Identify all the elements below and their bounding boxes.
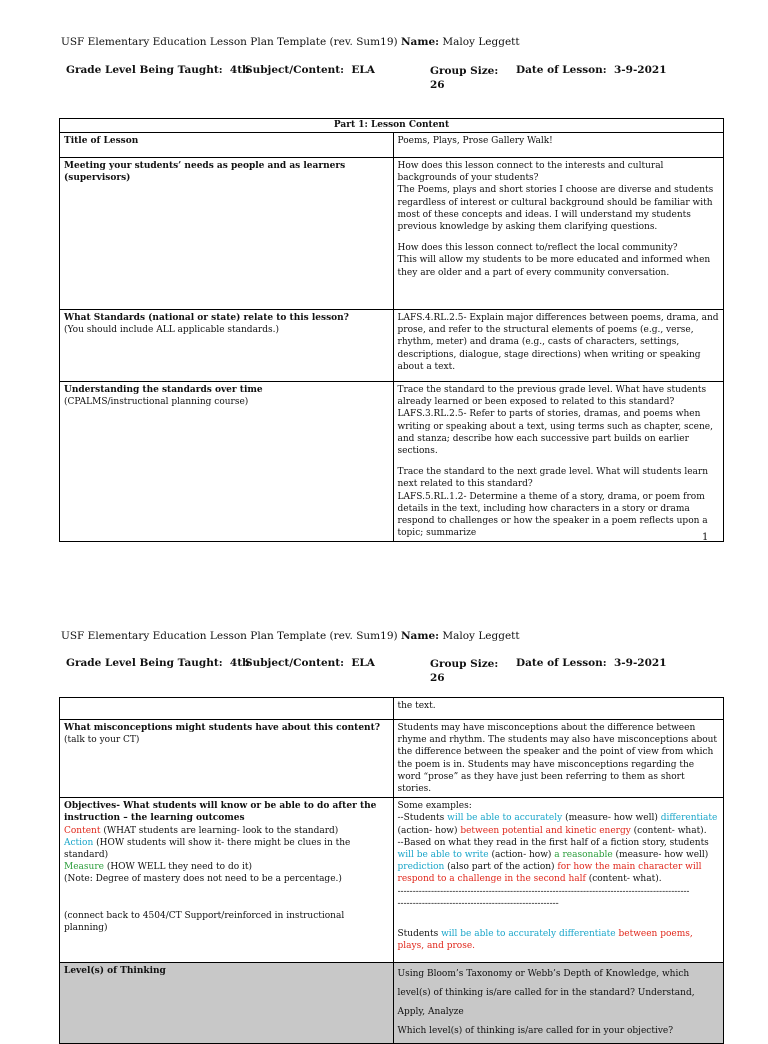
- examples-label: Some examples:: [397, 801, 472, 812]
- over-time-question-2: Trace the standard to the next grade level. What will students learn next related to this standard?: [397, 467, 708, 490]
- table-row: [60, 310, 724, 382]
- over-time-note: (CPALMS/instructional planning course): [64, 397, 249, 408]
- title-value: Poems, Plays, Prose Gallery Walk!: [393, 133, 723, 158]
- standards-label: [60, 310, 394, 382]
- over-time-answer-1: LAFS.3.RL.2.5- Refer to parts of stories, dramas, and poems when writing or speaking about a text, using terms such as chapter, scene, and stanza; describe how each successive part builds on earlier sections.: [397, 409, 713, 457]
- needs-response: [393, 158, 723, 310]
- grade-level: [66, 64, 250, 76]
- table-row: [60, 158, 724, 310]
- over-time-question: Understanding the standards over time: [64, 385, 263, 395]
- misconceptions-note: (talk to your CT): [64, 735, 140, 746]
- subject-label: Subject/Content:: [245, 64, 345, 76]
- standards-question: What Standards (national or state) relate to this lesson?: [64, 313, 349, 323]
- objectives-response: [393, 798, 723, 963]
- date-label: Date of Lesson:: [516, 657, 607, 669]
- final-objective: Students will be able to accurately differentiate between poems, plays, and prose.: [397, 929, 693, 952]
- content-keyword: Content: [64, 825, 101, 836]
- subject: [245, 657, 375, 669]
- group-size: [430, 657, 498, 685]
- group-label: Group Size:: [430, 65, 499, 77]
- over-time-answer-2: LAFS.5.RL.1.2- Determine a theme of a story, drama, or poem from details in the text, including how characters in a story or drama respond to challenges or how the speaker in a poem reflects upon a topic; summarize: [397, 491, 708, 539]
- action-keyword: Action: [64, 837, 94, 848]
- grade-level: [66, 657, 250, 669]
- name-label: Name:: [400, 36, 440, 48]
- page-number: 1: [702, 532, 709, 543]
- lesson-content-table: [59, 118, 724, 542]
- lesson-date: [516, 64, 667, 76]
- date-value: 3-9-2021: [613, 657, 667, 669]
- separator-line-2: -----------------------------------------------------: [397, 898, 559, 909]
- example-2: --Based on what they read in the first half of a fiction story, students will be able to write (action- how) a reasonable (measure- how well) prediction (also part of the action) for how the main character will respond to a challenge in the second half (content- what).: [397, 837, 709, 885]
- needs-answer-1: The Poems, plays and short stories I choose are diverse and students regardless of interest or cultural background should be familiar with most of these concepts and ideas. I will understand my students previous knowledge by asking them clarifying questions.: [397, 185, 714, 233]
- needs-question-2: How does this lesson connect to/reflect the local community?: [397, 243, 678, 254]
- grade-label: Grade Level Being Taught:: [66, 657, 223, 669]
- date-label: Date of Lesson:: [516, 64, 607, 76]
- group-label: Group Size:: [430, 658, 499, 670]
- connect-note: (connect back to 4504/CT Support/reinforced in instructional planning): [64, 910, 345, 933]
- name-value: Maloy Leggett: [442, 36, 520, 48]
- group-value: 26: [430, 79, 445, 91]
- name-label: Name:: [400, 630, 440, 642]
- continued-text: the text.: [393, 698, 723, 720]
- template-title: USF Elementary Education Lesson Plan Template (rev. Sum19): [61, 630, 398, 642]
- template-title: USF Elementary Education Lesson Plan Template (rev. Sum19): [61, 36, 398, 48]
- standards-response: LAFS.4.RL.2.5- Explain major differences between poems, drama, and prose, and refer to the structural elements of poems (e.g., verse, rhythm, meter) and drama (e.g., casts of characters, settings, descriptions, dialogue, stage directions) when writing or speaking about a text.: [393, 310, 723, 382]
- levels-question-2: Which level(s) of thinking is/are called for in your objective?: [397, 1026, 674, 1037]
- needs-question-1: How does this lesson connect to the interests and cultural backgrounds of your students?: [397, 161, 664, 184]
- table-row: [60, 133, 724, 158]
- page1-header-line: [61, 36, 520, 48]
- subject-value: ELA: [351, 657, 375, 669]
- levels-label: Level(s) of Thinking: [60, 963, 394, 1044]
- table-row: [60, 720, 724, 798]
- table-row: [60, 382, 724, 542]
- mastery-note: (Note: Degree of mastery does not need to be a percentage.): [64, 874, 342, 885]
- name-value: Maloy Leggett: [442, 630, 520, 642]
- subject-value: ELA: [351, 64, 375, 76]
- over-time-response: [393, 382, 723, 542]
- example-1: --Students will be able to accurately (measure- how well) differentiate (action- how) between potential and kinetic energy (content- what).: [397, 813, 718, 836]
- measure-keyword: Measure: [64, 862, 104, 873]
- grade-value: 4th: [229, 657, 250, 669]
- table-row: [60, 798, 724, 963]
- section-title: Part 1: Lesson Content: [60, 119, 724, 133]
- objectives-question: Objectives- What students will know or be able to do after the instruction – the learning outcomes: [64, 801, 377, 824]
- over-time-question-1: Trace the standard to the previous grade level. What have students already learned or been exposed to related to this standard?: [397, 385, 707, 408]
- group-value: 26: [430, 672, 445, 684]
- needs-label: Meeting your students’ needs as people and as learners (supervisors): [60, 158, 394, 310]
- misconceptions-label: [60, 720, 394, 798]
- misconceptions-question: What misconceptions might students have about this content?: [64, 723, 381, 733]
- title-label: Title of Lesson: [60, 133, 394, 158]
- subject: [245, 64, 375, 76]
- grade-value: 4th: [229, 64, 250, 76]
- table-row: [60, 963, 724, 1044]
- subject-label: Subject/Content:: [245, 657, 345, 669]
- group-size: [430, 64, 498, 92]
- lesson-content-table-continued: [59, 697, 724, 1044]
- objectives-label: Objectives- What students will know or be able to do after the instruction – the learning outcomes Content (WHAT students are learning- look to the standard) Action (HOW students will show it- there might be clues in the standard) Measure (HOW WELL they need to do it) (Note: Degree of mastery does not need to be a percentage.) (connect back to 4504/CT Support/reinforced in instructional planning): [60, 798, 394, 963]
- needs-answer-2: This will allow my students to be more educated and informed when they are older and a part of every community conversation.: [397, 255, 711, 278]
- standards-note: (You should include ALL applicable standards.): [64, 325, 279, 336]
- page2-header-line: [61, 630, 520, 642]
- lesson-date: [516, 657, 667, 669]
- date-value: 3-9-2021: [613, 64, 667, 76]
- table-row: [60, 698, 724, 720]
- levels-question-1: Using Bloom’s Taxonomy or Webb’s Depth of Knowledge, which level(s) of thinking is/are called for in the standard? Understand, Apply, Analyze: [397, 969, 695, 1018]
- separator-line-1: ------------------------------------------------------------------------------------------------: [397, 886, 690, 897]
- over-time-label: [60, 382, 394, 542]
- levels-response: [393, 963, 723, 1044]
- misconceptions-response: Students may have misconceptions about the difference between rhyme and rhythm. The students may also have misconceptions about the difference between the speaker and the point of view from which the poem is in. Students may have misconceptions regarding the word “prose” as they have just been referring to them as short stories.: [393, 720, 723, 798]
- grade-label: Grade Level Being Taught:: [66, 64, 223, 76]
